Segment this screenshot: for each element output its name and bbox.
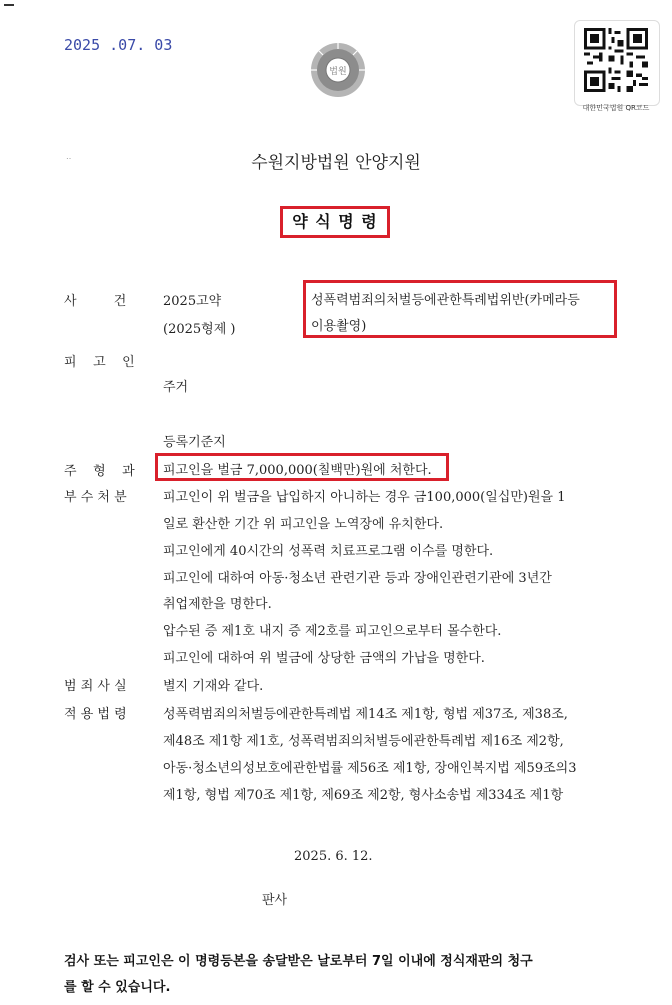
case-label: 사 건	[64, 294, 127, 309]
supplementary-line: 압수된 증 제1호 내지 증 제2호를 피고인으로부터 몰수한다.	[163, 624, 502, 639]
facts-label: 범 죄 사 실	[64, 679, 127, 694]
court-name: 수원지방법원 안양지원	[251, 153, 421, 173]
corner-mark	[4, 4, 14, 6]
supplementary-line: 피고인에게 40시간의 성폭력 치료프로그램 이수를 명한다.	[163, 544, 494, 559]
charge-line-2: 이용촬영)	[311, 319, 367, 334]
court-emblem-icon	[307, 38, 369, 100]
law-line: 아동·청소년의성보호에관한법률 제56조 제1항, 장애인복지법 제59조의3	[163, 761, 577, 776]
supplementary-line: 일로 환산한 기간 위 피고인을 노역장에 유치한다.	[163, 517, 444, 532]
case-sub-number: (2025형제 )	[163, 322, 236, 337]
law-line: 성폭력범죄의처벌등에관한특례법 제14조 제1항, 형법 제37조, 제38조,	[163, 707, 568, 722]
qr-caption: 대한민국법원 QR코드	[582, 104, 650, 112]
charge-line-1: 성폭력범죄의처벌등에관한특례법위반(카메라등	[311, 293, 580, 308]
judge-label: 판사	[262, 893, 288, 908]
issue-date: 2025. 6. 12.	[294, 849, 373, 864]
supplementary-label: 부 수 처 분	[64, 490, 127, 505]
laws-label: 적 용 법 령	[64, 707, 127, 722]
document-title: 약 식 명 령	[292, 212, 378, 231]
sentence-text: 피고인을 벌금 7,000,000(칠백만)원에 처한다.	[163, 463, 432, 478]
supplementary-line: 취업제한을 명한다.	[163, 597, 272, 612]
address-label: 주거	[163, 380, 189, 395]
sentence-label: 주 형 과	[64, 464, 135, 479]
law-line: 제1항, 형법 제70조 제1항, 제69조 제2항, 형사소송법 제334조 제1항	[163, 788, 564, 803]
scan-dots: ‥	[66, 152, 72, 161]
case-number: 2025고약	[163, 294, 222, 309]
supplementary-line: 피고인에 대하여 아동·청소년 관련기관 등과 장애인관련기관에 3년간	[163, 571, 552, 586]
stamp-date: 2025 .07. 03	[64, 36, 173, 54]
facts-text: 별지 기재와 같다.	[163, 679, 264, 694]
notice-line-2: 를 할 수 있습니다.	[64, 980, 171, 995]
notice-line-1: 검사 또는 피고인은 이 명령등본을 송달받은 날로부터 7일 이내에 정식재판의 청구	[64, 954, 533, 969]
supplementary-line: 피고인이 위 벌금을 납입하지 아니하는 경우 금100,000(일십만)원을 1	[163, 490, 566, 505]
qr-code-icon[interactable]	[584, 28, 648, 92]
law-line: 제48조 제1항 제1호, 성폭력범죄의처벌등에관한특례법 제16조 제2항,	[163, 734, 564, 749]
emblem-text: 법원	[329, 67, 347, 77]
defendant-label: 피 고 인	[64, 355, 135, 370]
registry-label: 등록기준지	[163, 435, 226, 450]
supplementary-line: 피고인에 대하여 위 벌금에 상당한 금액의 가납을 명한다.	[163, 651, 485, 666]
